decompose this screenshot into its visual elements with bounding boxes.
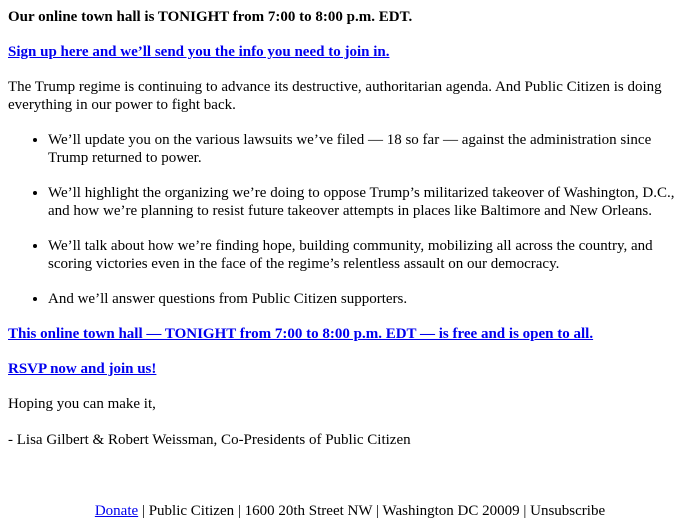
footer-separator: | — [237, 503, 241, 519]
footer-separator: | — [141, 503, 145, 519]
unsubscribe-link[interactable]: Unsubscribe — [530, 503, 606, 519]
signup-link[interactable]: Sign up here and we’ll send you the info you need to join in. — [8, 44, 390, 60]
footer-separator: | — [376, 503, 380, 519]
signoff-text: - Lisa Gilbert & Robert Weissman, Co-Presidents of Public Citizen — [8, 432, 411, 448]
headline: Our online town hall is TONIGHT from 7:00 to 8:00 p.m. EDT. — [8, 9, 413, 25]
email-footer — [0, 502, 700, 520]
footer-org-name: Public Citizen — [148, 503, 235, 519]
donate-link[interactable]: Donate — [94, 503, 139, 519]
list-item: • We’ll highlight the organizing we’re doing to oppose Trump’s militarized takeover of Washington, D.C., and how we’re planning to resist future takeover attempts in places like Baltimore and New Orleans. — [48, 184, 692, 220]
list-item: • We’ll talk about how we’re finding hope, building community, mobilizing all across the country, and scoring victories even in the face of the regime’s relentless assault on our democracy. — [48, 237, 692, 273]
footer-city: Washington DC 20009 — [382, 503, 520, 519]
footer-separator: | — [523, 503, 527, 519]
townhall-link[interactable]: This online town hall — TONIGHT from 7:00 to 8:00 p.m. EDT — is free and is open to all. — [8, 326, 594, 342]
closing-text: Hoping you can make it, — [8, 396, 156, 412]
rsvp-link[interactable]: RSVP now and join us! — [8, 361, 157, 377]
footer-address: 1600 20th Street NW — [244, 503, 373, 519]
intro-paragraph: The Trump regime is continuing to advance its destructive, authoritarian agenda. And Public Citizen is doing everything in our power to fight back. — [8, 79, 662, 113]
townhall-paragraph — [8, 325, 692, 343]
signup-paragraph — [8, 43, 692, 61]
agenda-list — [8, 131, 692, 308]
list-item: • And we’ll answer questions from Public Citizen supporters. — [48, 290, 692, 308]
list-item: • We’ll update you on the various lawsuits we’ve filed — 18 so far — against the administration since Trump returned to power. — [48, 131, 692, 167]
rsvp-paragraph — [8, 360, 692, 378]
